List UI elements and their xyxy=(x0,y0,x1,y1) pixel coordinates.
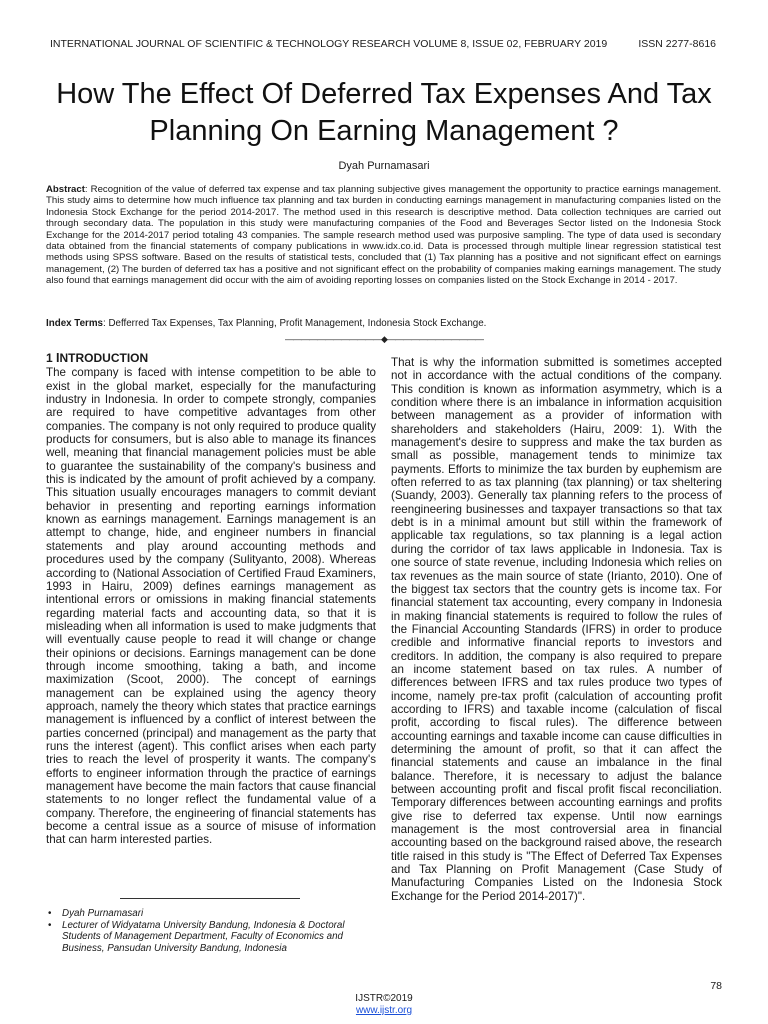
bullet-icon: • xyxy=(48,908,52,919)
section-divider: ————————————◆———————————— xyxy=(285,334,483,344)
index-terms-text: : Defferred Tax Expenses, Tax Planning, Profit Management, Indonesia Stock Exchange. xyxy=(103,318,487,329)
abstract xyxy=(46,184,721,287)
section-heading xyxy=(46,352,376,365)
right-body-text: That is why the information submitted is sometimes accepted not in accordance with the actual conditions of the company. This condition is known as information asymmetry, which is a condition where there is an imbalance in information acquisition between management as a provider of information with shareholders and stakeholders (Hairu, 2009: 1). With the management's desire to suppress and make the tax burden as small as possible, management tends to minimize tax payments. Efforts to minimize the tax burden by euphemism are often referred to as tax planning (tax planning) or tax sheltering (Suandy, 2003). Generally tax planning refers to the process of reengineering businesses and taxpayer transactions so that tax debt is in a minimal amount but still within the framework of applicable tax regulations, so tax planning is a legal action during the corridor of tax laws applicable in Indonesia. Tax is one source of state revenue, including Indonesia which relies on tax revenues as the main source of state (Irianto, 2010). One of the biggest tax sectors that the country gets is income tax. For financial statement tax accounting, every company in Indonesia in making financial statements is required to follow the rules of the Financial Accounting Standards (IFRS) in order to produce credible and informative financial reports to investors and creditors. In addition, the company is also required to prepare an income statement based on tax rules. A number of differences between IFRS and tax rules produce two types of income, namely pre-tax profit (calculation of accounting profit according to IFRS) and taxable income (calculation of fiscal profit, according to fiscal rules). The difference between accounting earnings and taxable income can cause difficulties in determining the amount of profit, so that it can affect the financial statements and cause an imbalance in the final balance. Therefore, it is necessary to adjust the balance between accounting profit and fiscal profit fiscal reconciliation. Temporary differences between accounting earnings and profits give rise to deferred tax expense. Until now earnings management is the most controversial area in financial accounting based on the background raised above, the research title raised in this study is "The Effect of Deferred Tax Expenses and Tax Planning on Profit Management (Case Study of Manufacturing Companies Listed on the Indonesia Stock Exchange for the Period 2014-2017)". xyxy=(391,356,722,903)
paper-title: How The Effect Of Deferred Tax Expenses And Tax Planning On Earning Management ? xyxy=(56,78,712,147)
page-footer xyxy=(0,993,768,1017)
journal-name: INTERNATIONAL JOURNAL OF SCIENTIFIC & TECHNOLOGY RESEARCH VOLUME 8, ISSUE 02, FEBRUARY 2019 xyxy=(50,38,608,50)
footer-link[interactable]: www.ijstr.org xyxy=(355,1005,413,1016)
section-number: 1 xyxy=(46,351,53,365)
footnote-item xyxy=(48,908,376,920)
index-terms xyxy=(46,318,721,329)
left-column xyxy=(46,352,376,847)
footnote-rule xyxy=(120,898,300,899)
running-header xyxy=(50,38,716,50)
section-title-rest: NTRODUCTION xyxy=(59,351,149,365)
footnote-text: Dyah Purnamasari xyxy=(62,908,144,919)
right-column xyxy=(391,356,722,903)
abstract-label: Abstract xyxy=(46,184,85,195)
footnote-text: Lecturer of Widyatama University Bandung, Indonesia & Doctoral Students of Management Department, Faculty of Economics and Business, Pansudan University Bandung, Indonesia xyxy=(62,919,345,954)
footnote-item xyxy=(48,919,376,955)
left-body-text: The company is faced with intense competition to be able to exist in the global market, especially for the manufacturing industry in Indonesia. In order to compete strongly, companies are required to have competitive advantages from other companies. The company is not only required to produce quality products for consumers, but is also able to manage its finances well, meaning that financial management policies must be able to guarantee the sustainability of the company's business and this is indicated by the amount of profit achieved by a company. This situation usually encourages managers to commit deviant behavior in presenting and reporting earnings information known as earnings management. Earnings management is an attempt to change, hide, and engineer numbers in financial statements and play around accounting methods and procedures used by the company (Sulityanto, 2008). Whereas according to (National Association of Certified Fraud Examiners, 1993 in Hairu, 2009) defines earnings management as intentional errors or omissions in making financial statements regarding material facts and accounting data, so that it is misleading when all information is used to make judgments that will eventually cause people to read it will change or change their opinions or decisions. Earnings management can be done through income smoothing, taking a bath, and income maximization (Scoot, 2000). The concept of earnings management can be explained using the agency theory approach, namely the theory which states that practice earnings management is influenced by a conflict of interest between the parties concerned (principal) and management as the party that runs the interest (agent). This conflict arises when each party tries to reach the level of prosperity it wants. The company's efforts to engineer information through the practice of earnings management have become the main factors that cause financial statements to no longer reflect the fundamental value of a company. Therefore, the engineering of financial statements has become a central issue as a source of misuse of information that can harm interested parties. xyxy=(46,366,376,847)
footer-copyright: IJSTR©2019 xyxy=(355,993,413,1004)
abstract-text: : Recognition of the value of deferred tax expense and tax planning subjective gives management the opportunity to practice earnings management. This study aims to determine how much influence tax planning and tax burden in conducting earnings management in manufacturing companies listed on the Indonesia Stock Exchange for the period 2014-2017. The method used in this research is descriptive method. Data collection techniques are carried out through secondary data. The population in this study were manufacturing companies of the Food and Beverages Sector listed on the Indonesia Stock Exchange for the 2014-2017 period totaling 43 companies. The sample research method used was purposive sampling. The type of data used is secondary data obtained from the financial statements of company publications in www.idx.co.id. Data is processed through multiple linear regression statistical test methods using SPSS software. Based on the results of statistical tests, concluded that (1) Tax planning has a positive and not significant effect on earnings management, (2) The burden of deferred tax has a positive and not significant effect on the probability of companies making earnings management. The study also found that earnings management did occur with the aim of avoiding reporting losses on companies listed on the Stock Exchange in 2014 - 2017. xyxy=(46,184,721,287)
footnotes xyxy=(46,908,376,954)
bullet-icon: • xyxy=(48,919,52,931)
section-first-letter: I xyxy=(56,351,60,365)
page-number: 78 xyxy=(710,980,722,992)
author-name: Dyah Purnamasari xyxy=(338,160,430,172)
index-terms-label: Index Terms xyxy=(46,318,103,329)
issn: ISSN 2277-8616 xyxy=(638,38,716,50)
